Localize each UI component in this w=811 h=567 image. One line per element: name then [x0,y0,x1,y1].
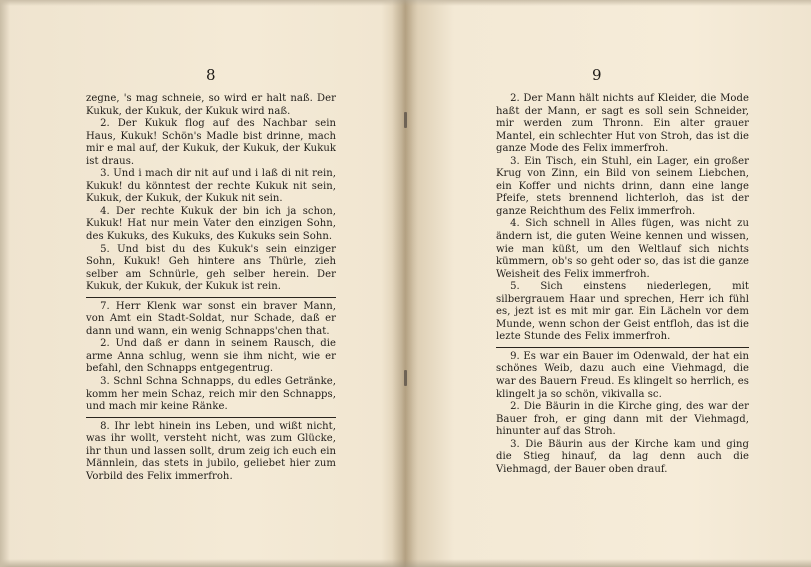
paragraph: 5. Und bist du des Kukuk's sein einziger Sohn, Kukuk! Geh hintere ans Thürle, zieh selber am Schnürle, geh selber herein. Der Kukuk, der Kukuk, der Kukuk ist rein. [86,243,336,293]
page-left-edge [0,0,10,567]
paragraph: 3. Und i mach dir nit auf und i laß di nit rein, Kukuk! du könntest der rechte Kukuk nit sein, Kukuk, der Kukuk, der Kukuk nit sein. [86,168,336,205]
paragraph: 2. Der Mann hält nichts auf Kleider, die Mode haßt der Mann, er sagt es soll sein Schneider, mir werden zum Thronn. Ein alter grauer Mantel, ein schlechter Hut von Stroh, das ist die ganze Mode des Felix immerfroh. [496,93,749,155]
staple-bottom [404,370,407,386]
section-divider [496,347,749,348]
paragraph: 5. Sich einstens niederlegen, mit silbergrauem Haar und sprechen, Herr ich fühl es, jezt ist es mit mir gar. Ein Lächeln vor dem Munde, wenn schon der Geist entfloh, das ist die lezte Stunde des Felix immerfroh. [496,281,749,343]
paragraph: 3. Ein Tisch, ein Stuhl, ein Lager, ein großer Krug von Zinn, ein Bild von seinem Liebchen, ein Koffer und nichts drinn, dann eine lange Pfeife, stets brennend lichterloh, das ist der ganze Reichthum des Felix immerfroh. [496,155,749,217]
paragraph: 4. Der rechte Kukuk der bin ich ja schon, Kukuk! Hat nur mein Vater den einzigen Sohn, des Kukuks, des Kukuks, des Kukuks sein Sohn. [86,205,336,243]
right-page-text [496,93,749,476]
song-9-verse: 9. Es war ein Bauer im Odenwald, der hat ein schönes Weib, dazu auch eine Viehmagd, die war des Bauern Freud. Es klingelt so herrlich, es klingelt ja so schön, vikivalla sc. [496,350,749,400]
book-gutter [392,0,418,567]
paragraph: zegne, 's mag schneie, so wird er halt naß. Der Kukuk, der Kukuk, der Kukuk wird naß. [86,93,336,117]
staple-top [404,112,407,128]
song-7-verse: 2. Und daß er dann in seinem Rausch, die arme Anna schlug, wenn sie ihm nicht, wie er befahl, den Schnapps entgegentrug. [86,338,336,375]
right-page-number: 9 [592,66,602,84]
song-9-verse: 3. Die Bäurin aus der Kirche kam und ging die Stieg hinauf, da lag denn auch die Viehmagd, der Bauer oben drauf. [496,438,749,475]
section-divider [86,297,336,298]
song-8-verse: 8. Ihr lebt hinein ins Leben, und wißt nicht, was ihr wollt, versteht nicht, was zum Glücke, ihr thun und lassen sollt, drum zeig ich euch ein Männlein, das stets in jubilo, geliebet hier zum Vorbild des Felix immerfroh. [86,420,336,482]
left-page-text [86,93,336,483]
song-9-verse: 2. Die Bäurin in die Kirche ging, des war der Bauer froh, er ging dann mit der Viehmagd, hinunter auf das Stroh. [496,401,749,438]
paragraph: 2. Der Kukuk flog auf des Nachbar sein Haus, Kukuk! Schön's Madle bist drinne, mach mir e mal auf, der Kukuk, der Kukuk, der Kukuk ist draus. [86,118,336,167]
song-7-verse: 3. Schnl Schna Schnapps, du edles Getränke, komm her mein Schaz, reich mir den Schnapps, und mach mir keine Ränke. [86,376,336,413]
song-7-verse: 7. Herr Klenk war sonst ein braver Mann, von Amt ein Stadt-Soldat, nur Schade, daß er dann und wann, ein wenig Schnapps'chen that. [86,300,336,337]
paragraph: 4. Sich schnell in Alles fügen, was nicht zu ändern ist, die guten Weine kennen und wissen, wie man küßt, um den Weltlauf sich nichts kümmern, ob's so geht oder so, das ist die ganze Weisheit des Felix immerfroh. [496,218,749,280]
left-page-number: 8 [206,66,216,84]
section-divider [86,417,336,418]
